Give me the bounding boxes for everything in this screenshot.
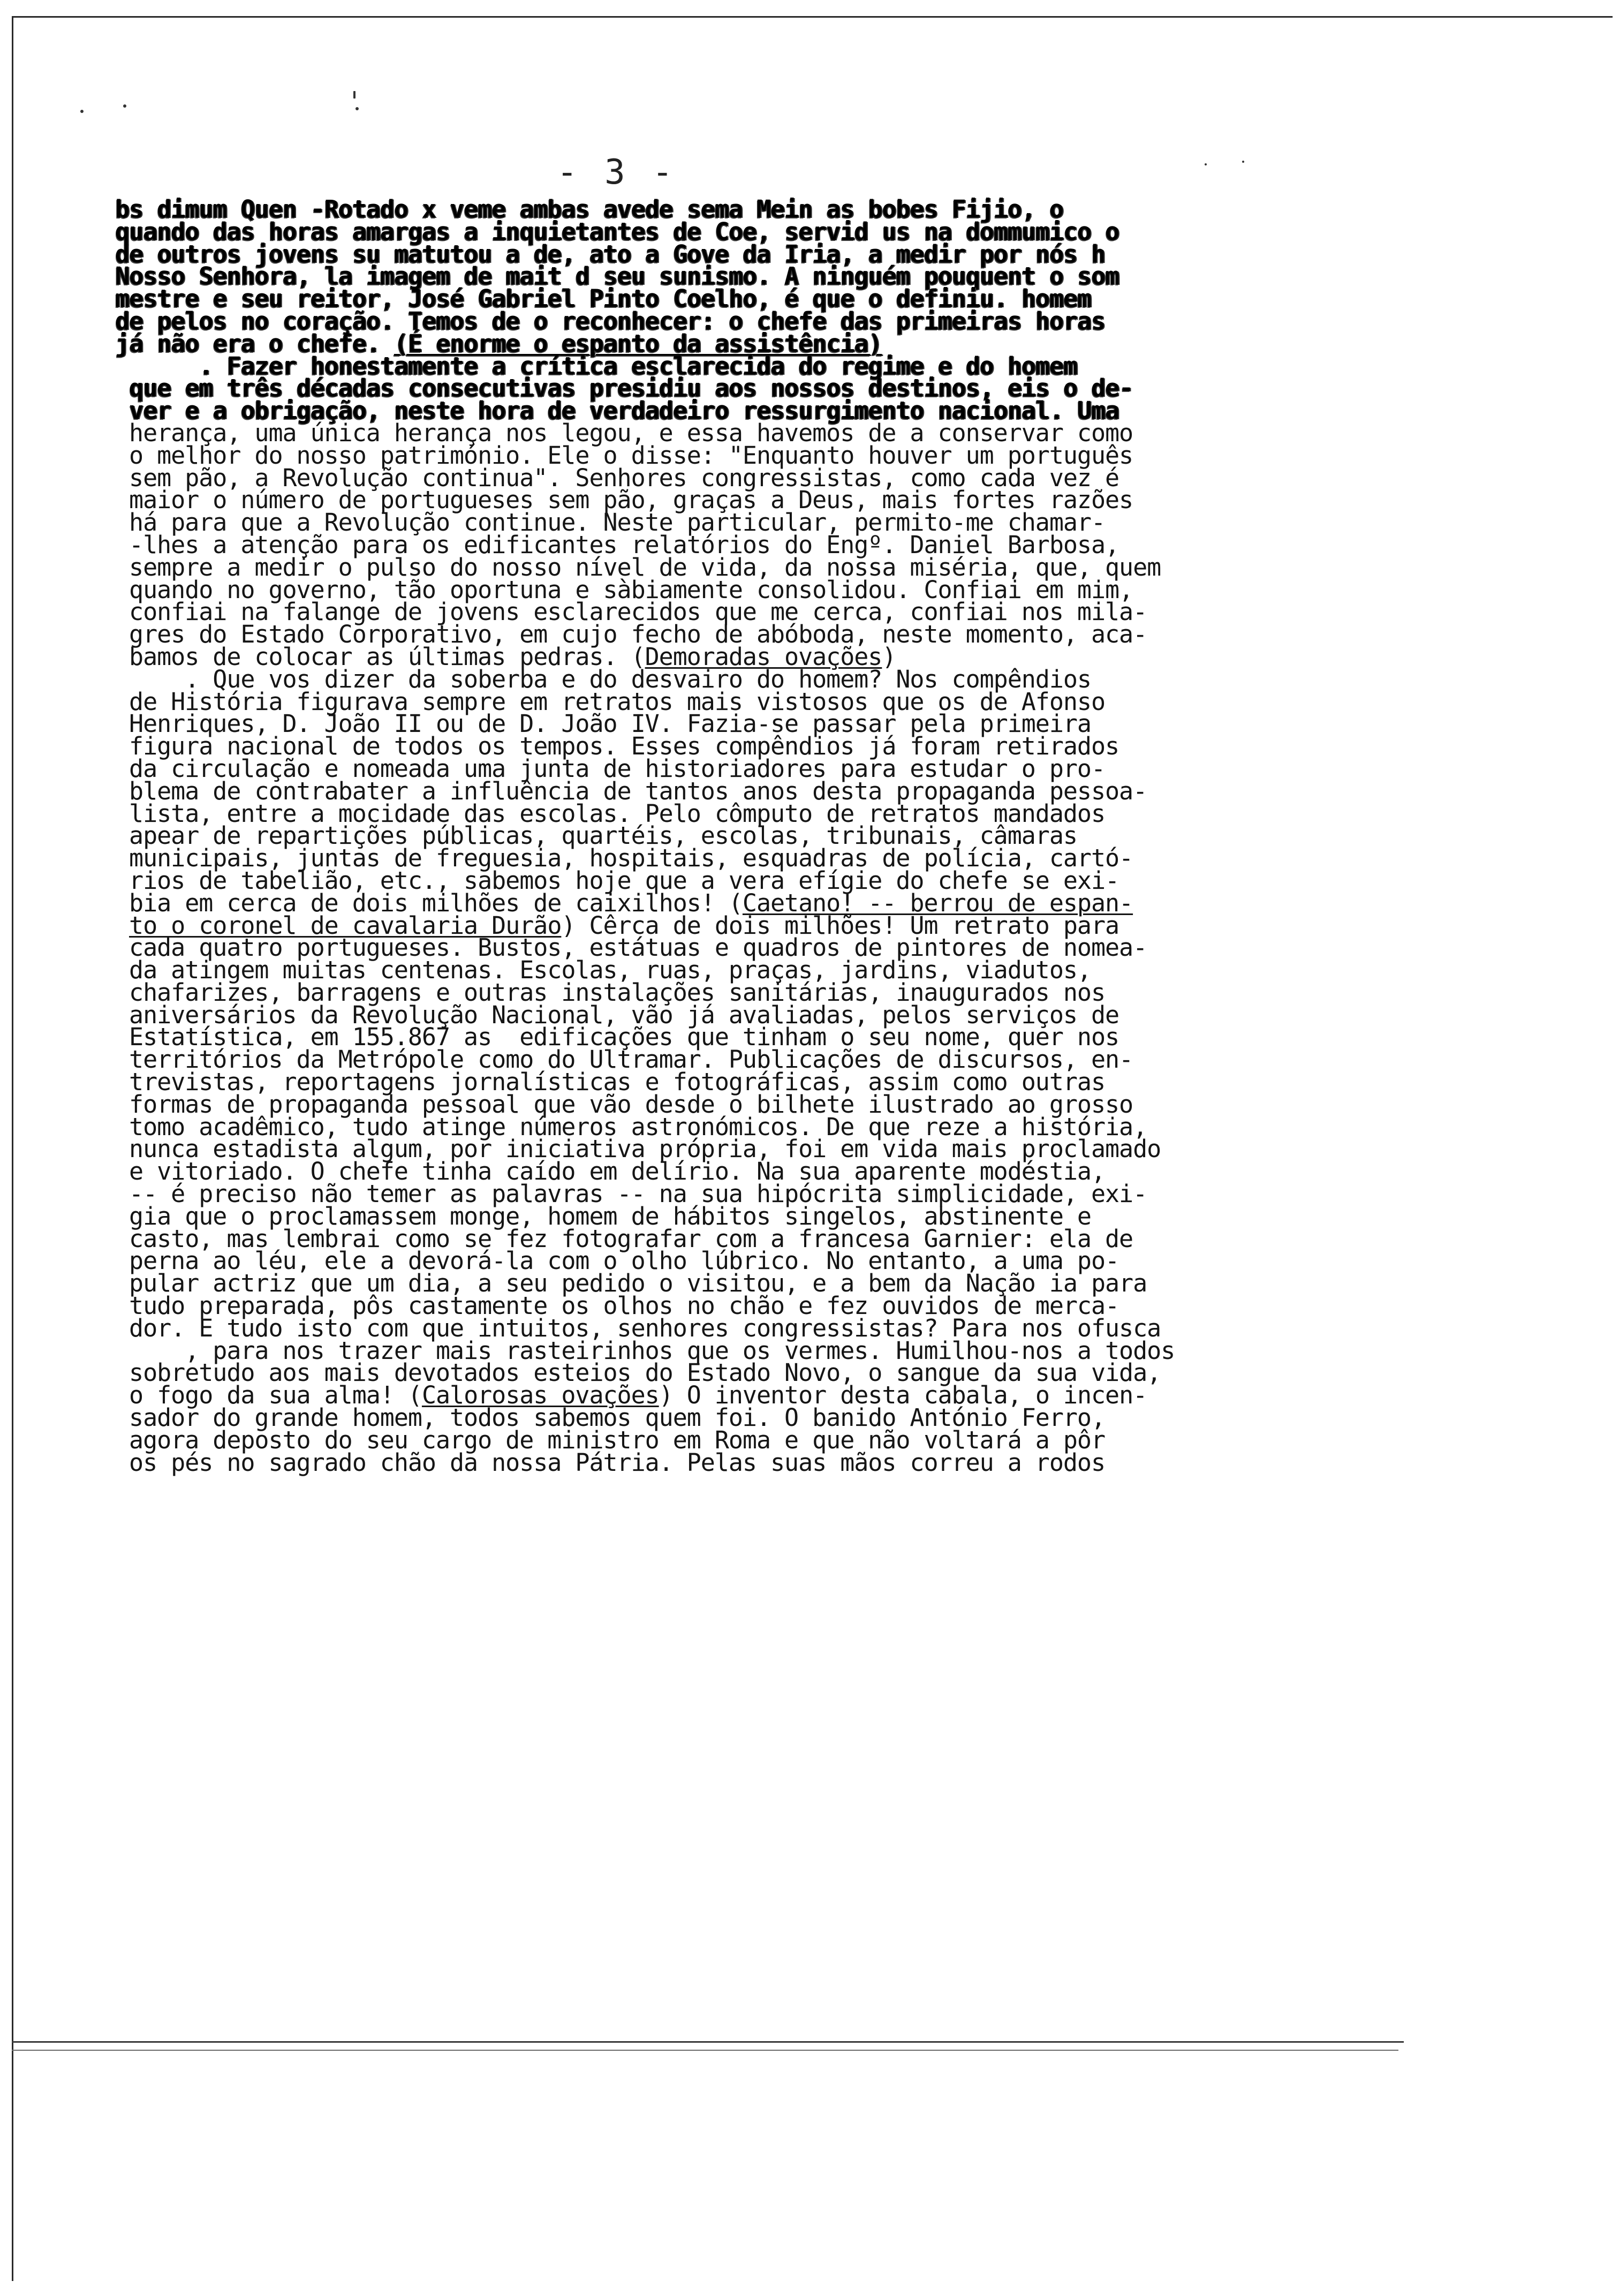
text-line: chafarizes, barragens e outras instalações sanitárias, inaugurados nos — [115, 978, 1106, 1007]
text-line: tudo preparada, pôs castamente os olhos no chão e fez ouvidos de merca- — [115, 1292, 1119, 1320]
text-line: há para que a Revolução continue. Neste particular, permito-me chamar- — [115, 508, 1106, 537]
underlined-annotation: Demoradas ovações — [645, 642, 882, 671]
text-line: maior o número de portugueses sem pão, graças a Deus, mais fortes razões — [115, 486, 1133, 515]
underlined-annotation: to o coronel de cavalaria Durão — [129, 911, 562, 940]
text-line: o fogo da sua alma! (Calorosas ovações) O inventor desta cabala, o incen- — [115, 1381, 1147, 1410]
text-line: ver e a obrigação, neste hora de verdadeiro ressurgimento nacional. Uma — [115, 396, 1119, 425]
text-line: que em três décadas consecutivas presidiu aos nossos destinos, eis o de- — [115, 374, 1133, 403]
scan-speck — [353, 91, 355, 99]
text-line: . Fazer honestamente a crítica esclarecida do regime e do homem — [115, 351, 1077, 380]
text-line: municipais, juntas de freguesia, hospitais, esquadras de polícia, cartó- — [115, 844, 1133, 873]
underlined-annotation: Caetano! -- berrou de espan- — [742, 888, 1133, 917]
text-line: -- é preciso não temer as palavras -- na sua hipócrita simplicidade, exi- — [115, 1180, 1147, 1209]
text-line: sempre a medir o pulso do nosso nível de vida, da nossa miséria, que, quem — [115, 553, 1161, 581]
text-line: aniversários da Revolução Nacional, vão já avaliadas, pelos serviços de — [115, 1000, 1119, 1029]
text-line: de outros jovens su matutou a de, ato a Gove da Iria, a medir por nós h — [115, 239, 1106, 268]
scan-speck — [80, 110, 84, 113]
text-line: Estatística, em 155.867 as edificações que tinham o seu nome, quer nos — [115, 1023, 1119, 1052]
text-line: pular actriz que um dia, a seu pedido o visitou, e a bem da Nação ia para — [115, 1269, 1147, 1298]
page-number: - 3 - — [557, 153, 676, 192]
text-line: , para nos trazer mais rasteirinhos que os vermes. Humilhou-nos a todos — [115, 1336, 1175, 1365]
text-line: bia em cerca de dois milhões de caixilhos! (Caetano! -- berrou de espan- — [115, 888, 1133, 917]
scan-speck — [1242, 161, 1244, 163]
text-line: casto, mas lembrai como se fez fotografar com a francesa Garnier: ela de — [115, 1224, 1133, 1253]
page-bottom-rule — [12, 2041, 1404, 2043]
text-line: bamos de colocar as últimas pedras. (Demoradas ovações) — [115, 642, 896, 671]
text-line: formas de propaganda pessoal que vão desde o bilhete ilustrado ao grosso — [115, 1090, 1133, 1119]
text-line: herança, uma única herança nos legou, e essa havemos de a conservar como — [115, 418, 1133, 447]
page-left-border — [12, 16, 13, 2281]
text-line: da atingem muitas centenas. Escolas, ruas, praças, jardins, viadutos, — [115, 956, 1091, 985]
text-line: apear de repartições públicas, quartéis, escolas, tribunais, câmaras — [115, 821, 1077, 850]
text-line: quando das horas amargas a inquietantes de Coe, servid us na dommumico o — [115, 217, 1119, 246]
text-line: gres do Estado Corporativo, em cujo fecho de abóboda, neste momento, aca- — [115, 620, 1147, 649]
text-line: mestre e seu reitor, José Gabriel Pinto Coelho, é que o definiu. homem — [115, 284, 1091, 313]
text-line: sobretudo aos mais devotados esteios do Estado Novo, o sangue da sua vida, — [115, 1358, 1161, 1387]
text-line: sem pão, a Revolução continua". Senhores congressistas, como cada vez é — [115, 463, 1119, 492]
text-line: figura nacional de todos os tempos. Esses compêndios já foram retirados — [115, 732, 1119, 761]
text-line: . Que vos dizer da soberba e do desvairo do homem? Nos compêndios — [115, 664, 1091, 693]
text-line: de História figurava sempre em retratos mais vistosos que os de Afonso — [115, 687, 1106, 716]
text-line: quando no governo, tão oportuna e sàbiamente consolidou. Confiai em mim, — [115, 575, 1133, 604]
text-line: dor. E tudo isto com que intuitos, senhores congressistas? Para nos ofusca — [115, 1313, 1161, 1342]
text-line: e vitoriado. O chefe tinha caído em delírio. Na sua aparente modéstia, — [115, 1157, 1106, 1186]
text-line: tomo acadêmico, tudo atinge números astronómicos. De que reze a história, — [115, 1112, 1147, 1141]
page-bottom-rule-secondary — [12, 2050, 1398, 2051]
underlined-annotation: Calorosas ovações — [421, 1381, 659, 1410]
text-line: gia que o proclamassem monge, homem de hábitos singelos, abstinente e — [115, 1202, 1091, 1230]
text-line: de pelos no coração. Temos de o reconhecer: o chefe das primeiras horas — [115, 306, 1106, 335]
text-line: bs dimum Quen -Rotado x veme ambas avede sema Mein as bobes Fijio, o — [115, 195, 1063, 223]
typed-body-text — [115, 195, 1320, 1477]
text-line: da circulação e nomeada uma junta de historiadores para estudar o pro- — [115, 754, 1106, 783]
text-line: to o coronel de cavalaria Durão) Cêrca de dois milhões! Um retrato para — [129, 911, 1119, 940]
text-line: lista, entre a mocidade das escolas. Pelo cômputo de retratos mandados — [115, 799, 1106, 828]
scan-speck — [123, 104, 126, 108]
text-line: -lhes a atenção para os edificantes relatórios do Engº. Daniel Barbosa, — [115, 530, 1119, 559]
text-line: cada quatro portugueses. Bustos, estátuas e quadros de pintores de nomea- — [115, 933, 1147, 962]
text-line: agora deposto do seu cargo de ministro em Roma e que não voltará a pôr — [115, 1425, 1106, 1454]
text-line: perna ao léu, ele a devorá-la com o olho lúbrico. No entanto, a uma po- — [115, 1247, 1119, 1275]
scan-speck — [355, 107, 359, 110]
text-line: Nosso Senhora, la imagem de mait d seu sunismo. A ninguém pouquent o som — [115, 262, 1119, 291]
text-line: o melhor do nosso património. Ele o disse: "Enquanto houver um português — [115, 441, 1133, 470]
text-line: blema de contrabater a influência de tantos anos desta propaganda pessoa- — [115, 776, 1147, 805]
text-line: sador do grande homem, todos sabemos quem foi. O banido António Ferro, — [115, 1403, 1106, 1432]
scan-speck — [1205, 163, 1207, 165]
text-line: os pés no sagrado chão da nossa Pátria. Pelas suas mãos correu a rodos — [115, 1448, 1106, 1477]
text-line: rios de tabelião, etc., sabemos hoje que a vera efígie do chefe se exi- — [115, 866, 1119, 895]
text-line: nunca estadista algum, por iniciativa própria, foi em vida mais proclamado — [115, 1135, 1161, 1164]
text-line: Henriques, D. João II ou de D. João IV. Fazia-se passar pela primeira — [115, 709, 1091, 738]
text-line: territórios da Metrópole como do Ultramar. Publicações de discursos, en- — [115, 1045, 1133, 1074]
text-line: confiai na falange de jovens esclarecidos que me cerca, confiai nos mila- — [115, 598, 1147, 626]
page-top-border — [12, 16, 1613, 18]
text-line: já não era o chefe. (É enorme o espanto da assistência) — [115, 329, 882, 358]
underlined-annotation: (É enorme o espanto da assistência) — [394, 329, 882, 358]
text-line: trevistas, reportagens jornalísticas e fotográficas, assim como outras — [115, 1068, 1106, 1097]
